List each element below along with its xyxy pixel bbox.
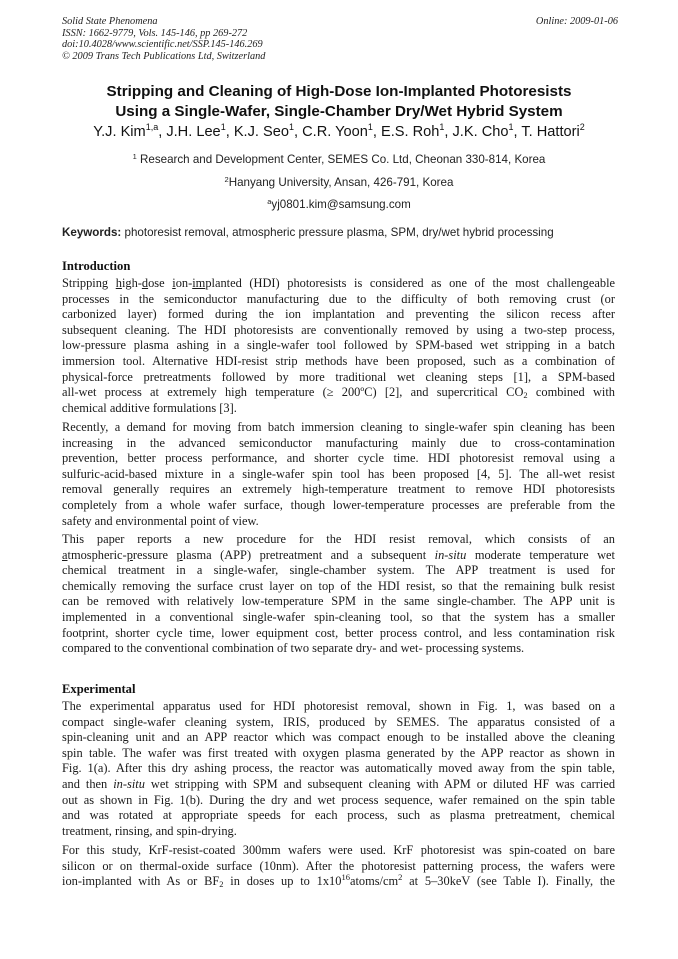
keywords <box>62 226 622 240</box>
keywords-text: photoresist removal, atmospheric pressure plasma, SPM, dry/wet hybrid processing <box>121 226 554 239</box>
keywords-label: Keywords: <box>62 226 122 239</box>
affiliation-1: $^1$ Research and Development Center, SEMES Co. Ltd, Cheonan 330-814, Korea <box>132 152 546 166</box>
author-email[interactable]: $^a$yj0801.kim@samsung.com <box>267 197 411 211</box>
author: J.K. Cho$^1$, <box>452 122 522 140</box>
author-list <box>30 123 648 141</box>
issn-line: ISSN: 1662-9779, Vols. 145-146, pp 269-272 <box>62 27 248 39</box>
section-heading-experimental: Experimental <box>62 682 136 696</box>
paragraph-intro-3: This paper reports a new procedure for the HDI resist removal, which consists of an atmospheric-pressure plasma (APP) pretreatment and a subsequent in-situ moderate temperature wet chemical treatment in a single-wafer, single-chamber system. The APP treatment is used for chemically removing the surface crust layer on top of the HDI resist, so that the remaining bulk resist can be removed with relatively low-temperature SPM in the same single-chamber. The APP unit is implemented in a conventional single-wafer spin-cleaning tool, so that the system has a smaller footprint, shorter cycle time, lower equipment cost, better process control, and less contamination risk compared to the conventional combination of two separate dry- and wet- processing systems. <box>62 532 615 656</box>
paragraph-intro-2: Recently, a demand for moving from batch immersion cleaning to single-wafer spin cleaning has been increasing in the advanced semiconductor manufacturing mainly due to cross-contamination prevention, better process performance, and shorter cycle time. HDI photoresist removal using a sulfuric-acid-based mixture in a single-wafer spin tool has been proposed [4, 5]. The all-wet resist removal generally requires an extremely high-temperature treatment to remove HDI photoresists completely from a whole wafer surface, though lower-temperature processes are preferable from the safety and environmental point of view. <box>62 420 615 528</box>
paper-title <box>30 82 648 121</box>
section-heading-introduction: Introduction <box>62 259 131 273</box>
author: J.H. Lee$^1$, <box>166 122 234 140</box>
author: E.S. Roh$^1$, <box>380 122 453 140</box>
paragraph-experimental-2: For this study, KrF-resist-coated 300mm wafers were used. KrF photoresist was spin-coated on bare silicon or on thermal-oxide surface (10nm). After the photoresist patterning process, the wafers were ion-implanted with As or $BF_2$ in doses up to $1x10^{16}atoms/cm^2$ at 5–30keV (see Table I). Finally, the <box>62 843 616 890</box>
journal-name: Solid State Phenomena <box>62 16 158 27</box>
copyright-line: © 2009 Trans Tech Publications Ltd, Switzerland <box>62 50 266 62</box>
affiliation-2: $^2$Hanyang University, Ansan, 426-791, Korea <box>224 175 454 189</box>
online-date: Online: 2009-01-06 <box>535 16 618 27</box>
title-line-2: Using a Single-Wafer, Single-Chamber Dry/Wet Hybrid System <box>115 102 563 120</box>
author: K.J. Seo$^1$, <box>233 122 303 140</box>
paragraph-intro-1: Stripping high-dose ion-implanted (HDI) photoresists is considered as one of the most challengeable processes in the semiconductor manufacturing due to the difficulty of both removing crust (or carbonized layer) formed during the ion implantation and preventing the silicon recess after subsequent cleaning. The HDI photoresists are conventionally removed by using a two-step process, low-pressure plasma ashing in a single-wafer tool followed by SPM-based wet stripping in a batch immersion tool. Alternative HDI-resist strip methods have been proposed, such as a combination of physical-force pretreatments followed by more traditional wet cleaning steps [1], a SPM-based all-wet process at extremely high temperature (≥ 200ºC) [2], and supercritical $CO_2$ combined with chemical additive formulations [3]. <box>62 276 616 415</box>
doi-line: doi:10.4028/www.scientific.net/SSP.145-146.269 <box>62 39 263 51</box>
author: C.R. Yoon$^1$, <box>302 122 381 140</box>
title-line-1: Stripping and Cleaning of High-Dose Ion-Implanted Photoresists <box>106 83 572 100</box>
paragraph-experimental-1: The experimental apparatus used for HDI photoresist removal, shown in Fig. 1, was based on a compact single-wafer cleaning system, IRIS, produced by SEMES. The apparatus consisted of a spin-cleaning unit and an APP reactor which was compact enough to be installed above the cleaning spin table. The wafer was first treated with oxygen plasma generated by the APP reactor as shown in Fig. 1(a). After this dry ashing process, the reactor was automatically moved away from the spin table, and then in-situ wet stripping with SPM and subsequent cleaning with APM or diluted HF was carried out as shown in Fig. 1(b). During the dry and wet process sequence, wafer remained on the spin table and was rotated at appropriate speeds for each process, such as plasma pretreatment, chemical treatment, rinsing, and spin-drying. <box>62 699 616 838</box>
journal-header <box>62 16 618 62</box>
author: Y.J. Kim$^{1,a}$, <box>93 122 167 140</box>
author: T. Hattori$^2$ <box>521 122 585 140</box>
